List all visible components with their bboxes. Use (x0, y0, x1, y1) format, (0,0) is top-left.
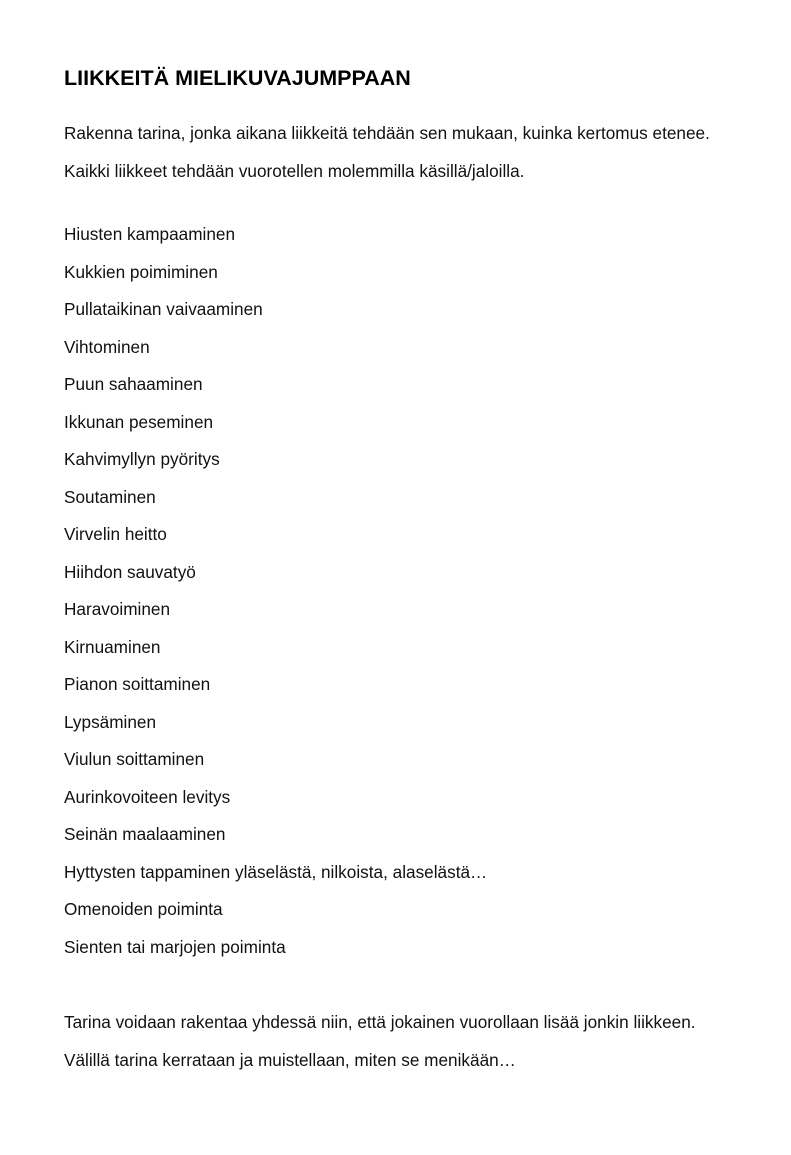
intro-paragraph-2: Kaikki liikkeet tehdään vuorotellen molemmilla käsillä/jaloilla. (64, 160, 525, 181)
list-item: Hyttysten tappaminen yläselästä, nilkoista, alaselästä… (64, 861, 488, 882)
moves-list (64, 216, 791, 966)
list-item: Seinän maalaaminen (64, 824, 226, 844)
intro-paragraph-1: Rakenna tarina, jonka aikana liikkeitä tehdään sen mukaan, kuinka kertomus etenee. (64, 123, 710, 143)
list-item: Aurinkovoiteen levitys (64, 786, 231, 807)
list-item: Kirnuaminen (64, 636, 161, 657)
list-item: Haravoiminen (64, 599, 171, 619)
list-item: Kahvimyllyn pyöritys (64, 449, 220, 469)
list-item: Vihtominen (64, 336, 150, 357)
list-item: Sienten tai marjojen poiminta (64, 936, 286, 957)
list-item: Hiihdon sauvatyö (64, 561, 196, 582)
list-item: Hiusten kampaaminen (64, 224, 236, 244)
list-item: Pullataikinan vaivaaminen (64, 299, 263, 319)
list-item: Puun sahaaminen (64, 374, 203, 394)
outro-section (64, 1004, 791, 1079)
list-item: Kukkien poimiminen (64, 261, 218, 282)
list-item: Viulun soittaminen (64, 749, 205, 769)
list-item: Lypsäminen (64, 711, 157, 732)
list-item: Virvelin heitto (64, 524, 167, 544)
outro-paragraph-1: Tarina voidaan rakentaa yhdessä niin, että jokainen vuorollaan lisää jonkin liikkeen. (64, 1012, 696, 1032)
list-item: Ikkunan peseminen (64, 411, 214, 432)
intro-section (64, 115, 791, 190)
outro-paragraph-2: Välillä tarina kerrataan ja muistellaan, miten se menikään… (64, 1049, 516, 1070)
document-title: LIIKKEITÄ MIELIKUVAJUMPPAAN (64, 66, 411, 90)
list-item: Soutaminen (64, 486, 156, 507)
list-item: Pianon soittaminen (64, 674, 211, 694)
list-item: Omenoiden poiminta (64, 899, 223, 919)
